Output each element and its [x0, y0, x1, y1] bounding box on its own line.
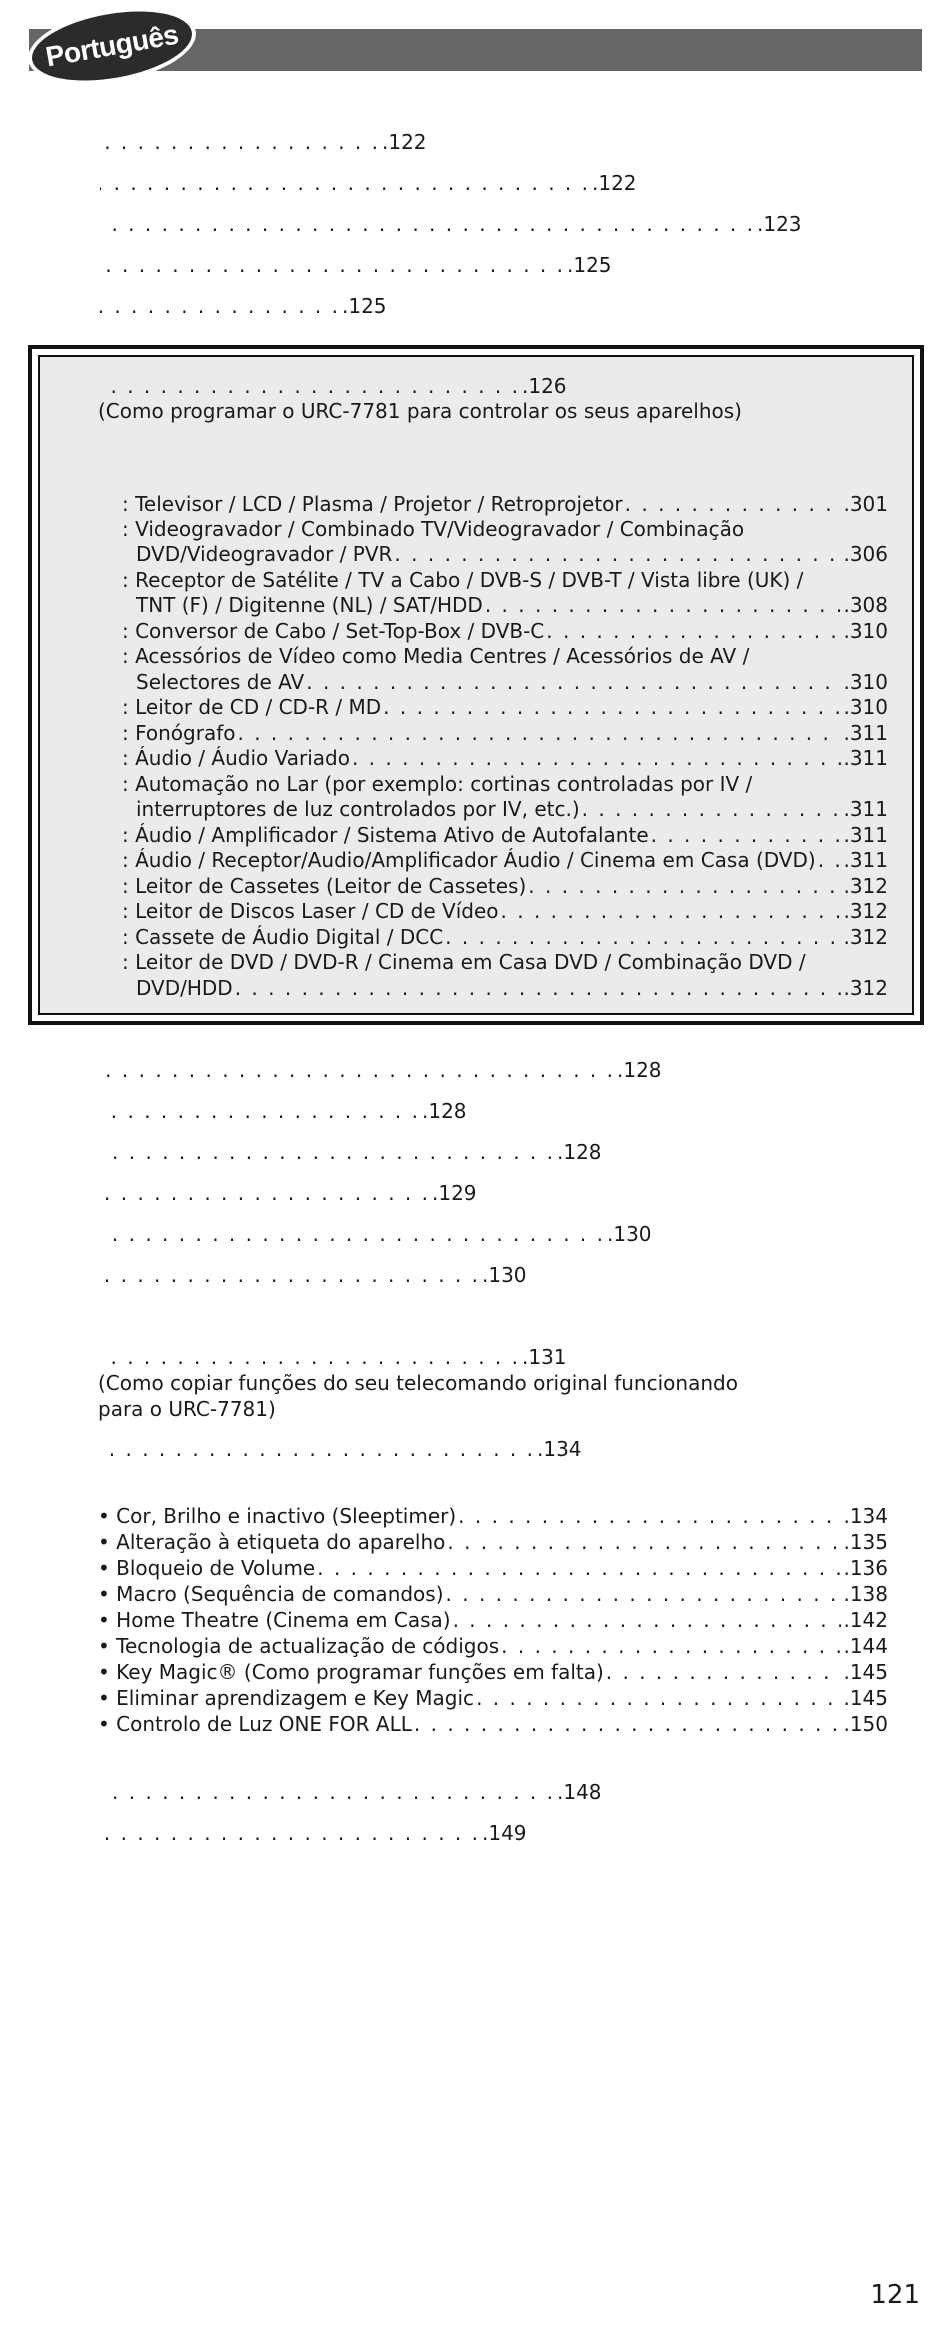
- learning-subtitle: (Como copiar funções do seu telecomando original funcionando: [98, 1371, 738, 1395]
- toc-device-text: TNT (F) / Digitenne (NL) / SAT/HDD: [136, 593, 483, 617]
- dot-leader: [352, 745, 842, 771]
- toc-page: .122: [592, 171, 637, 195]
- dot-leader: [235, 975, 842, 1001]
- dot-leader: [306, 669, 841, 695]
- toc-page: .128: [422, 1099, 467, 1123]
- toc-bullet-text: • Controlo de Luz ONE FOR ALL: [98, 1712, 412, 1736]
- toc-page: .128: [617, 1058, 662, 1082]
- toc-page: .130: [482, 1263, 527, 1287]
- toc-page: .122: [382, 130, 427, 154]
- toc-page: .312: [843, 976, 888, 1000]
- dot-leader: [100, 211, 755, 237]
- toc-device-text: : Áudio / Amplificador / Sistema Ativo de Autofalante: [122, 823, 649, 847]
- toc-page: .310: [843, 619, 888, 643]
- toc-page: .125: [567, 253, 612, 277]
- toc-device-text: interruptores de luz controlados por IV, etc.): [136, 797, 580, 821]
- toc-device-text: : Videogravador / Combinado TV/Videogravador / Combinação: [122, 517, 745, 541]
- dot-leader: [100, 1344, 520, 1370]
- toc-device-text: : Cassete de Áudio Digital / DCC: [122, 925, 444, 949]
- toc-device-text: : Automação no Lar (por exemplo: cortinas controladas por IV /: [122, 772, 753, 796]
- toc-entry[interactable]: [98, 1436, 888, 1466]
- language-badge-label: Português: [43, 18, 181, 73]
- dot-leader: [100, 252, 565, 278]
- toc-page: .310: [843, 695, 888, 719]
- dot-leader: [238, 720, 842, 746]
- page-number: 121: [870, 2280, 920, 2310]
- dot-leader: [100, 1139, 555, 1165]
- dot-leader: [651, 822, 842, 848]
- dot-leader: [606, 1659, 842, 1685]
- toc-page: .134: [843, 1504, 888, 1528]
- toc-device-text: : Leitor de CD / CD-R / MD: [122, 695, 382, 719]
- toc-device-text: : Leitor de Discos Laser / CD de Vídeo: [122, 899, 499, 923]
- dot-leader: [100, 1221, 605, 1247]
- toc-bullet-item[interactable]: [98, 1711, 888, 1741]
- toc-entry[interactable]: [98, 293, 888, 323]
- toc-bullet-text: • Cor, Brilho e inactivo (Sleeptimer): [98, 1504, 457, 1528]
- toc-page: .136: [843, 1556, 888, 1580]
- toc-entry[interactable]: [98, 1820, 888, 1850]
- toc-page: .129: [432, 1181, 477, 1205]
- dot-leader: [453, 1607, 842, 1633]
- dot-leader: [100, 129, 380, 155]
- toc-device-text: : Receptor de Satélite / TV a Cabo / DVB-S / DVB-T / Vista libre (UK) /: [122, 568, 804, 592]
- toc-entry[interactable]: [98, 211, 888, 241]
- toc-device-text: : Áudio / Áudio Variado: [122, 746, 350, 770]
- dot-leader: [447, 1529, 841, 1555]
- dot-leader: [445, 924, 841, 950]
- toc-device-item[interactable]: [136, 975, 888, 1005]
- toc-entry[interactable]: [98, 1180, 888, 1210]
- toc-page: .145: [843, 1686, 888, 1710]
- toc-device-text: : Fonógrafo: [122, 721, 236, 745]
- toc-bullet-text: • Tecnologia de actualização de códigos: [98, 1634, 500, 1658]
- dot-leader: [485, 592, 842, 618]
- toc-page: .138: [843, 1582, 888, 1606]
- toc-page: .142: [843, 1608, 888, 1632]
- learning-subtitle: para o URC-7781): [98, 1397, 276, 1421]
- toc-page: .130: [607, 1222, 652, 1246]
- dot-leader: [476, 1685, 841, 1711]
- toc-page: .311: [843, 797, 888, 821]
- dot-leader: [100, 1436, 535, 1462]
- dot-leader: [100, 1779, 555, 1805]
- dot-leader: [100, 170, 590, 196]
- dot-leader: [501, 898, 842, 924]
- toc-page: .311: [843, 721, 888, 745]
- toc-page: .310: [843, 670, 888, 694]
- toc-device-text: : Televisor / LCD / Plasma / Projetor / Retroprojetor: [122, 492, 623, 516]
- toc-device-text: : Áudio / Receptor/Audio/Amplificador Áudio / Cinema em Casa (DVD): [122, 848, 816, 872]
- toc-page: .312: [843, 874, 888, 898]
- toc-page: .301: [843, 492, 888, 516]
- dot-leader: [546, 618, 841, 644]
- toc-device-text: : Leitor de DVD / DVD-R / Cinema em Casa DVD / Combinação DVD /: [122, 950, 806, 974]
- dot-leader: [100, 293, 340, 319]
- language-badge: [22, 0, 202, 96]
- toc-page: .150: [843, 1712, 888, 1736]
- toc-device-text: DVD/HDD: [136, 976, 233, 1000]
- toc-page: .148: [557, 1780, 602, 1804]
- toc-bullet-text: • Alteração à etiqueta do aparelho: [98, 1530, 446, 1554]
- toc-page: .311: [843, 823, 888, 847]
- toc-entry[interactable]: [98, 170, 888, 200]
- dot-leader: [582, 796, 842, 822]
- toc-page: .312: [843, 899, 888, 923]
- dot-leader: [317, 1555, 841, 1581]
- toc-page: .311: [843, 746, 888, 770]
- toc-entry[interactable]: [98, 1057, 888, 1087]
- dot-leader: [383, 694, 841, 720]
- toc-page: .125: [342, 294, 387, 318]
- dot-leader: [100, 1057, 615, 1083]
- toc-page: .306: [843, 542, 888, 566]
- dot-leader: [100, 1180, 430, 1206]
- toc-page: .126: [522, 374, 567, 398]
- dot-leader: [100, 1098, 420, 1124]
- toc-page: .128: [557, 1140, 602, 1164]
- toc-page: .312: [843, 925, 888, 949]
- toc-device-text: : Conversor de Cabo / Set-Top-Box / DVB-C: [122, 619, 545, 643]
- toc-page: .149: [482, 1821, 527, 1845]
- toc-entry[interactable]: [98, 1779, 888, 1809]
- toc-entry[interactable]: [98, 1098, 888, 1128]
- dot-leader: [100, 1262, 480, 1288]
- setup-subtitle: (Como programar o URC-7781 para controlar os seus aparelhos): [98, 399, 742, 423]
- toc-page: .144: [843, 1634, 888, 1658]
- dot-leader: [394, 541, 841, 567]
- toc-page: .131: [522, 1345, 567, 1369]
- toc-page: .134: [537, 1437, 582, 1461]
- dot-leader: [625, 491, 842, 517]
- dot-leader: [446, 1581, 842, 1607]
- toc-device-text: DVD/Videogravador / PVR: [136, 542, 393, 566]
- toc-entry[interactable]: [98, 129, 888, 159]
- toc-page: .135: [843, 1530, 888, 1554]
- toc-entry[interactable]: [98, 252, 888, 282]
- toc-page: .308: [843, 593, 888, 617]
- toc-device-text: : Leitor de Cassetes (Leitor de Cassetes): [122, 874, 527, 898]
- toc-bullet-text: • Macro (Sequência de comandos): [98, 1582, 444, 1606]
- dot-leader: [414, 1711, 842, 1737]
- toc-device-text: Selectores de AV: [136, 670, 305, 694]
- toc-bullet-text: • Home Theatre (Cinema em Casa): [98, 1608, 451, 1632]
- toc-device-text: : Acessórios de Vídeo como Media Centres / Acessórios de AV /: [122, 644, 750, 668]
- dot-leader: [818, 847, 842, 873]
- toc-entry[interactable]: [98, 1139, 888, 1169]
- dot-leader: [501, 1633, 841, 1659]
- toc-bullet-text: • Bloqueio de Volume: [98, 1556, 316, 1580]
- toc-page: .123: [757, 212, 802, 236]
- dot-leader: [458, 1503, 841, 1529]
- toc-bullet-text: • Key Magic® (Como programar funções em falta): [98, 1660, 604, 1684]
- toc-entry[interactable]: [98, 1262, 888, 1292]
- toc-bullet-text: • Eliminar aprendizagem e Key Magic: [98, 1686, 475, 1710]
- toc-entry[interactable]: [98, 1221, 888, 1251]
- dot-leader: [100, 373, 520, 399]
- toc-page: .311: [843, 848, 888, 872]
- toc-page: .145: [843, 1660, 888, 1684]
- dot-leader: [100, 1820, 480, 1846]
- dot-leader: [528, 873, 841, 899]
